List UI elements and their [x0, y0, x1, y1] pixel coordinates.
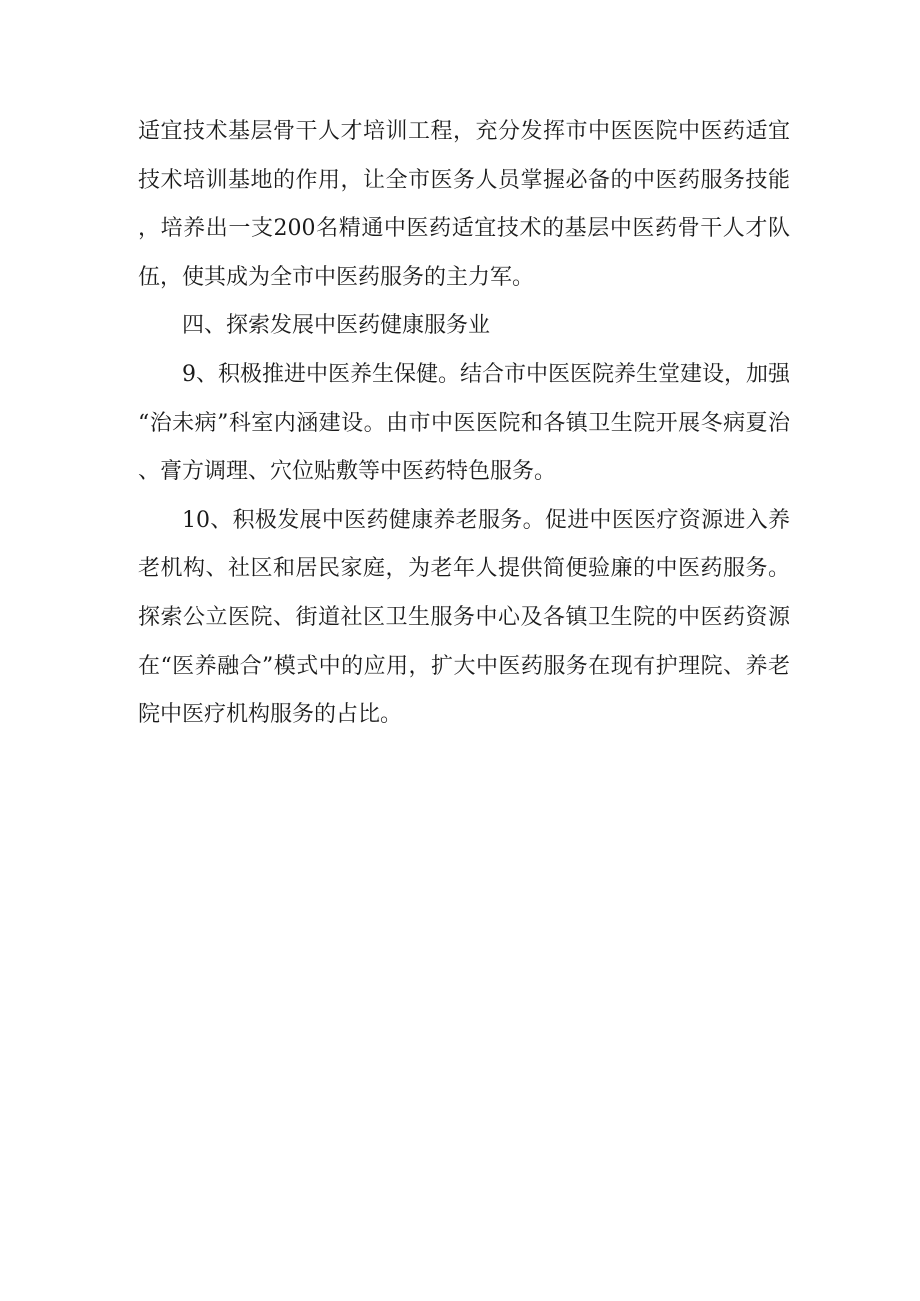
section-heading: 四、探索发展中医药健康服务业 [182, 313, 491, 339]
paragraph-item-9: 9、积极推进中医养生保健。结合市中医医院养生堂建设，加强“治未病”科室内涵建设。由市中医医院和各镇卫生院开展冬病夏治、膏方调理、穴位贴敷等中医药特色服务。 [138, 361, 790, 485]
paragraph-item-10: 10、积极发展中医药健康养老服务。促进中医医疗资源进入养老机构、社区和居民家庭，为老年人提供简便验廉的中医药服务。探索公立医院、街道社区卫生服务中心及各镇卫生院的中医药资源在“医养融合”模式中的应用，扩大中医药服务在现有护理院、养老院中医疗机构服务的占比。 [138, 507, 790, 728]
document-body [138, 108, 790, 740]
paragraph-continuation: 适宜技术基层骨干人才培训工程，充分发挥市中医医院中医药适宜技术培训基地的作用，让全市医务人员掌握必备的中医药服务技能，培养出一支200名精通中医药适宜技术的基层中医药骨干人才队伍，使其成为全市中医药服务的主力军。 [138, 119, 790, 290]
